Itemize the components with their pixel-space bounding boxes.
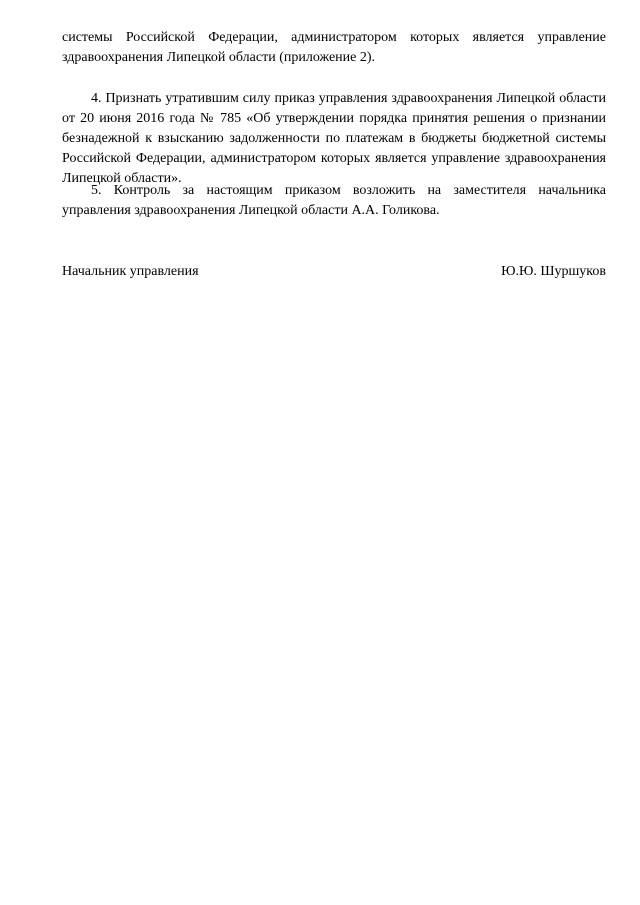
signature-block: [62, 262, 606, 282]
signature-position: Начальник управления: [62, 264, 199, 279]
paragraph-continuation: системы Российской Федерации, администратором которых является управление здравоохранения Липецкой области (приложение 2).: [62, 30, 606, 65]
signature-name: Ю.Ю. Шуршуков: [501, 264, 606, 279]
paragraph-5: 5. Контроль за настоящим приказом возложить на заместителя начальника управления здравоохранения Липецкой области А.А. Голикова.: [62, 183, 606, 218]
paragraph-4: 4. Признать утратившим силу приказ управления здравоохранения Липецкой области от 20 июня 2016 года № 785 «Об утверждении порядка принятия решения о признании безнадежной к взысканию задолженности по платежам в бюджеты бюджетной системы Российской Федерации, администратором которых является управление здравоохранения Липецкой области».: [62, 91, 606, 186]
